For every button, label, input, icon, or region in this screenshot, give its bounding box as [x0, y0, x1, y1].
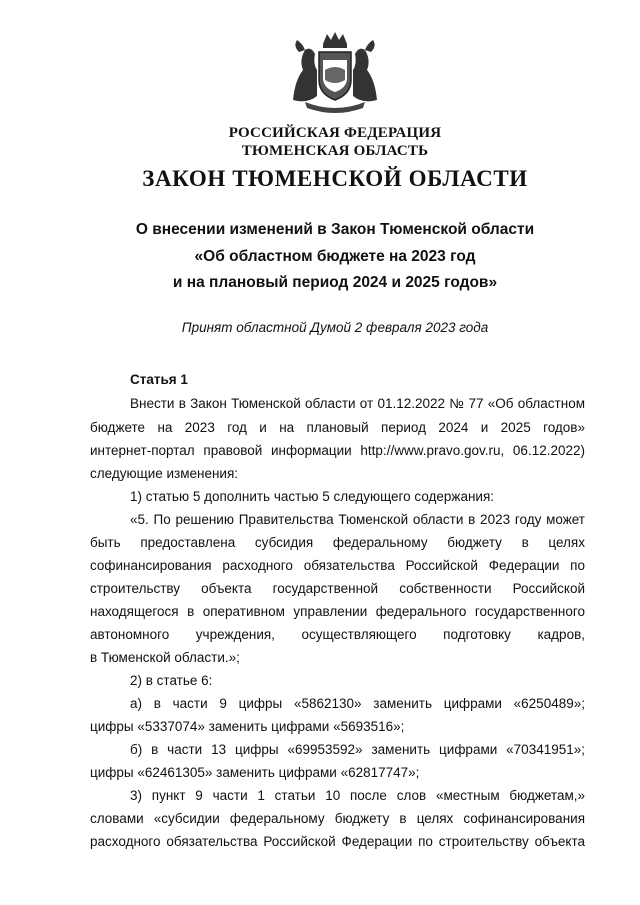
coat-of-arms-icon: [285, 30, 385, 114]
body-line: Внести в Закон Тюменской области от 01.12.2022 № 77 «Об областном: [130, 396, 585, 411]
article-heading: Статья 1: [130, 372, 188, 387]
body-line: а) в части 9 цифры «5862130» заменить цифрами «6250489»;: [130, 696, 585, 711]
body-line: расходного обязательства Российской Федерации по строительству объекта: [90, 834, 585, 849]
body-line: строительству объекта государственной собственности Российской: [90, 581, 585, 596]
body-line: словами «субсидии федеральному бюджету в целях софинансирования: [90, 811, 585, 826]
country-heading: РОССИЙСКАЯ ФЕДЕРАЦИЯ: [228, 125, 442, 141]
body-line: бюджете на 2023 год и на плановый период 2024 и 2025 годов»: [90, 420, 585, 435]
body-line: 3) пункт 9 части 1 статьи 10 после слов «местным бюджетам,»: [130, 788, 585, 803]
body-line: следующие изменения:: [90, 466, 239, 481]
document-title-line-2: «Об областном бюджете на 2023 год: [194, 248, 476, 265]
region-heading: ТЮМЕНСКАЯ ОБЛАСТЬ: [241, 143, 429, 159]
body-line: 1) статью 5 дополнить частью 5 следующего содержания:: [130, 489, 495, 504]
body-line: находящегося в оперативном управлении федерального государственного: [90, 604, 585, 619]
body-line: цифры «5337074» заменить цифрами «5693516»;: [90, 719, 405, 734]
body-line: интернет-портал правовой информации http://www.pravo.gov.ru, 06.12.2022): [90, 443, 585, 458]
document-title-line-1: О внесении изменений в Закон Тюменской области: [135, 221, 535, 238]
body-line: цифры «62461305» заменить цифрами «62817747»;: [90, 765, 420, 780]
law-type-heading: ЗАКОН ТЮМЕНСКОЙ ОБЛАСТИ: [142, 166, 528, 191]
body-line: автономного учреждения, осуществляющего подготовку кадров,: [90, 627, 585, 642]
body-line: быть предоставлена субсидия федеральному бюджету в целях: [90, 535, 585, 550]
body-line: б) в части 13 цифры «69953592» заменить цифрами «70341951»;: [130, 742, 585, 757]
body-line: софинансирования расходного обязательства Российской Федерации по: [90, 558, 585, 573]
document-title-line-3: и на плановый период 2024 и 2025 годов»: [172, 274, 498, 291]
body-line: в Тюменской области.»;: [90, 650, 240, 665]
adoption-note: Принят областной Думой 2 февраля 2023 года: [181, 320, 489, 335]
body-line: 2) в статье 6:: [130, 673, 213, 688]
body-line: «5. По решению Правительства Тюменской области в 2023 году может: [130, 512, 585, 527]
